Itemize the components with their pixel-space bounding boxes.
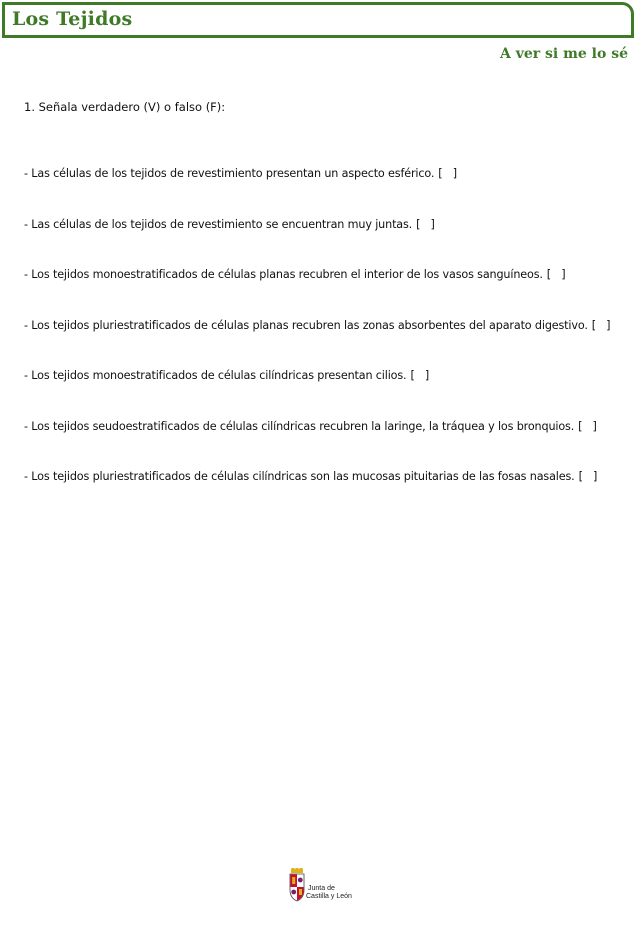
statement-text: - Los tejidos pluriestratificados de células planas recubren las zonas absorbentes del aparato digestivo. [24,318,588,332]
statement-text: - Los tejidos seudoestratificados de células cilíndricas recubren la laringe, la tráquea y los bronquios. [24,419,575,433]
answer-box[interactable]: [ ] [546,268,566,281]
statement-text: - Las células de los tejidos de revestimiento presentan un aspecto esférico. [24,167,435,180]
statement-text: - Los tejidos monoestratificados de células planas recubren el interior de los vasos sanguíneos. [24,268,543,281]
statement-item [24,367,630,418]
logo-line-1: Junta de [308,885,335,892]
statement-item [24,418,630,469]
statement-list [24,165,630,519]
logo-text [306,885,352,901]
answer-box[interactable]: [ ] [438,167,457,180]
answer-box[interactable]: [ ] [410,369,430,382]
statement-item [24,266,630,317]
statement-text: - Las células de los tejidos de revestimiento se encuentran muy juntas. [24,217,413,231]
statement-item [24,216,630,267]
page-title: Los Tejidos [12,8,133,30]
coat-of-arms-icon [288,868,306,904]
logo-line-2: Castilla y León [306,893,352,900]
statement-text: - Los tejidos pluriestratificados de células cilíndricas son las mucosas pituitarias de las fosas nasales. [24,470,575,483]
answer-box[interactable]: [ ] [416,217,435,231]
answer-box[interactable]: [ ] [578,419,597,433]
answer-box[interactable]: [ ] [578,470,598,483]
statement-text: - Los tejidos monoestratificados de células cilíndricas presentan cilios. [24,369,407,382]
section-subtitle: A ver si me lo sé [499,46,628,62]
junta-castilla-leon-logo [288,868,352,904]
statement-item [24,317,630,368]
exercise-question: 1. Señala verdadero (V) o falso (F): [24,100,226,114]
statement-item [24,165,630,216]
answer-box[interactable]: [ ] [591,318,611,332]
statement-item [24,468,630,519]
